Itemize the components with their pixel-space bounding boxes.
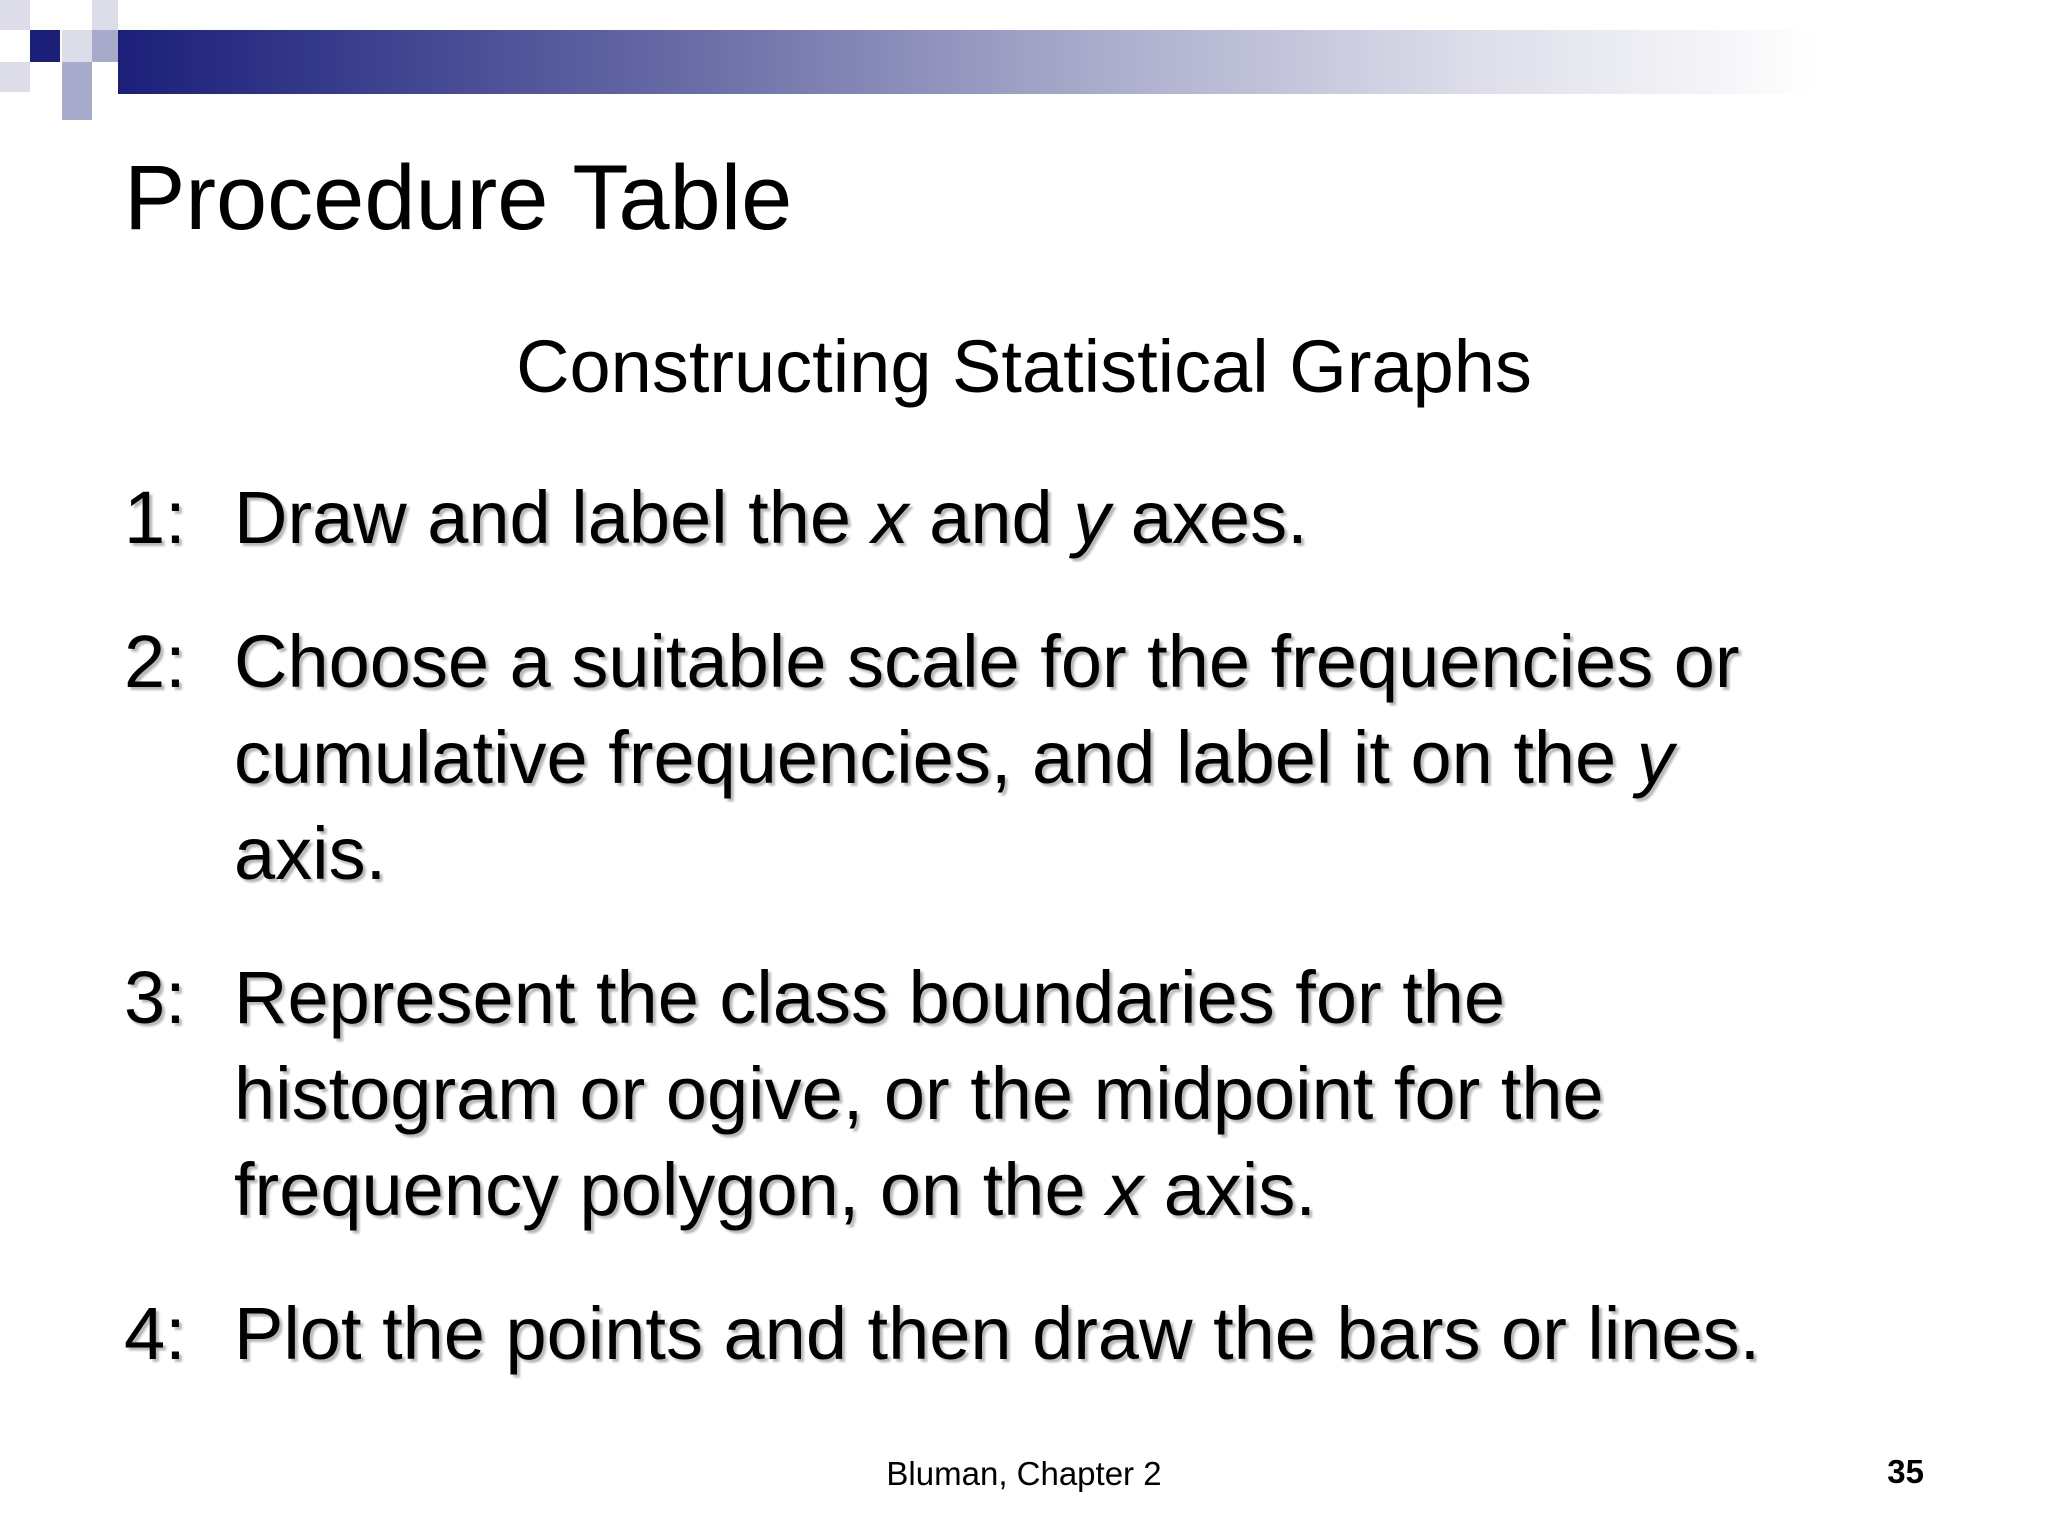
header-gradient-bar bbox=[118, 30, 2048, 94]
step-line bbox=[234, 1142, 1984, 1238]
step-line bbox=[234, 710, 1984, 806]
step-line bbox=[234, 806, 1984, 902]
step-line bbox=[234, 950, 1984, 1046]
step-text bbox=[234, 950, 1984, 1238]
italic-variable: x bbox=[1106, 1148, 1144, 1231]
text-segment: Represent the class boundaries for the bbox=[234, 956, 1506, 1039]
procedure-step bbox=[124, 1286, 1984, 1382]
text-segment: and bbox=[908, 476, 1074, 559]
text-segment: Choose a suitable scale for the frequencies or bbox=[234, 620, 1740, 703]
procedure-steps-list bbox=[124, 470, 1984, 1430]
italic-variable: y bbox=[1636, 716, 1674, 799]
italic-variable: y bbox=[1073, 476, 1111, 559]
step-number: 3: bbox=[124, 956, 186, 1039]
page-number: 35 bbox=[1887, 1453, 1924, 1490]
slide-footer: Bluman, Chapter 2 bbox=[886, 1455, 1162, 1492]
procedure-step bbox=[124, 950, 1984, 1238]
text-segment: cumulative frequencies, and label it on the bbox=[234, 716, 1637, 799]
italic-variable: x bbox=[871, 476, 909, 559]
step-number: 4: bbox=[124, 1292, 186, 1375]
procedure-step bbox=[124, 470, 1984, 566]
slide-title: Procedure Table bbox=[124, 147, 793, 249]
text-segment: Plot the points and then draw the bars or lines. bbox=[234, 1292, 1761, 1375]
text-segment: axis. bbox=[1143, 1148, 1316, 1231]
text-segment: axes. bbox=[1110, 476, 1308, 559]
step-number: 2: bbox=[124, 620, 186, 703]
step-line bbox=[234, 1286, 1984, 1382]
step-line bbox=[234, 614, 1984, 710]
text-segment: histogram or ogive, or the midpoint for the bbox=[234, 1052, 1604, 1135]
step-line bbox=[234, 470, 1984, 566]
text-segment: frequency polygon, on the bbox=[234, 1148, 1107, 1231]
step-number: 1: bbox=[124, 476, 186, 559]
step-text bbox=[234, 614, 1984, 902]
step-text bbox=[234, 470, 1984, 566]
text-segment: axis. bbox=[234, 812, 387, 895]
text-segment: Draw and label the bbox=[234, 476, 872, 559]
step-text bbox=[234, 1286, 1984, 1382]
procedure-step bbox=[124, 614, 1984, 902]
step-line bbox=[234, 1046, 1984, 1142]
slide-subtitle: Constructing Statistical Graphs bbox=[516, 325, 1532, 408]
